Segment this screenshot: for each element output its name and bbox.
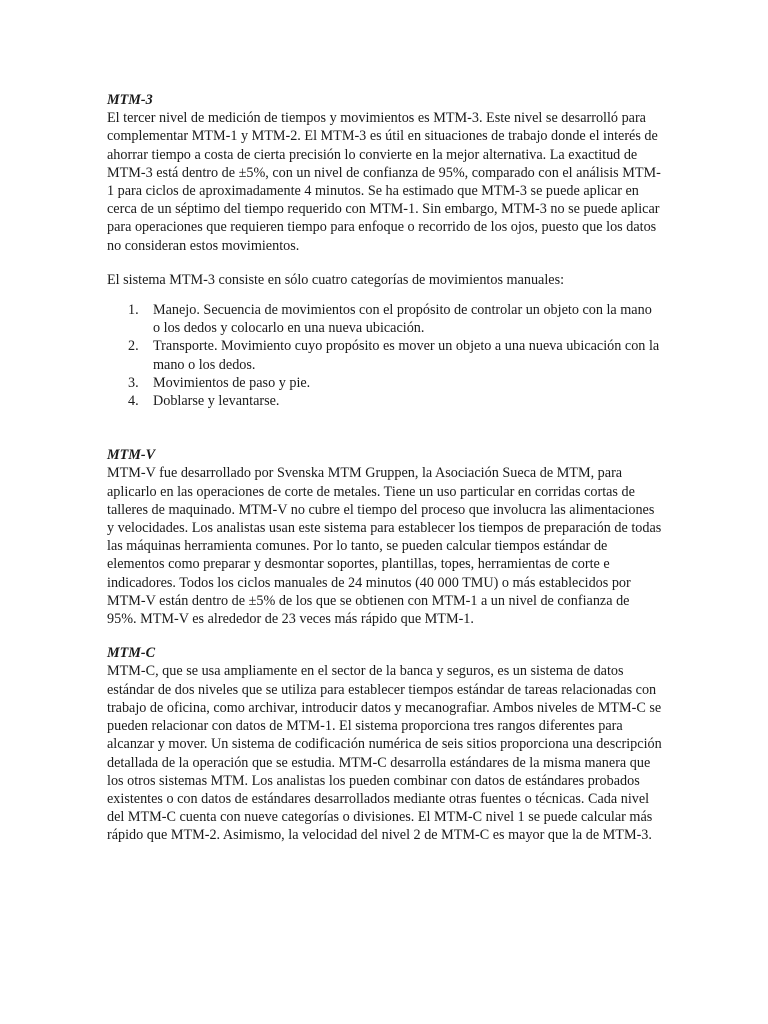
categories-list — [107, 301, 662, 410]
list-item-number: 1. — [128, 302, 139, 319]
paragraph-mtm-v: MTM-V fue desarrollado por Svenska MTM Gruppen, la Asociación Sueca de MTM, para aplicarlo en las operaciones de corte de metales. Tiene un uso particular en corridas cortas de talleres de maquinado. MTM-V no cubre el tiempo del proceso que involucra las alimentaciones y velocidades. Los analistas usan este sistema para establecer los tiempos de preparación de todas las máquinas herramienta comunes. Por lo tanto, se pueden calcular tiempos estándar de elementos como preparar y desmontar soportes, plantillas, topes, herramientas de corte e indicadores. Todos los ciclos manuales de 24 minutos (40 000 TMU) o más establecidos por MTM-V están dentro de ±5% de los que se obtienen con MTM-1 a un nivel de confianza de 95%. MTM-V es alrededor de 23 veces más rápido que MTM-1. — [107, 465, 662, 628]
list-item — [107, 337, 662, 373]
list-item-text: Doblarse y levantarse. — [153, 393, 280, 410]
list-item-number: 4. — [128, 393, 139, 410]
list-item-number: 2. — [128, 338, 139, 355]
paragraph-mtm-c: MTM-C, que se usa ampliamente en el sector de la banca y seguros, es un sistema de datos estándar de dos niveles que se utiliza para establecer tiempos estándar de tareas relacionadas con trabajo de oficina, como archivar, introducir datos y mecanografiar. Ambos niveles de MTM-C se pueden relacionar con datos de MTM-1. El sistema proporciona tres rangos diferentes para alcanzar y mover. Un sistema de codificación numérica de seis sitios proporciona una descripción detallada de la operación que se estudia. MTM-C desarrolla estándares de la misma manera que los otros sistemas MTM. Los analistas los pueden combinar con datos de estándares probados existentes o con datos de estándares desarrollados mediante otras fuentes o técnicas. Cada nivel del MTM-C cuenta con nueve categorías o divisiones. El MTM-C nivel 1 se puede calcular más rápido que MTM-2. Asimismo, la velocidad del nivel 2 de MTM-C es mayor que la de MTM-3. — [107, 663, 662, 844]
spacer — [107, 410, 662, 446]
list-item-number: 3. — [128, 374, 139, 391]
section-mtm-c — [107, 644, 662, 844]
list-intro-mtm-3: El sistema MTM-3 consiste en sólo cuatro categorías de movimientos manuales: — [107, 271, 565, 288]
list-item-text: Manejo. Secuencia de movimientos con el propósito de controlar un objeto con la mano o los dedos y colocarlo en una nueva ubicación. — [153, 302, 652, 337]
spacer — [107, 628, 662, 644]
paragraph-mtm-3: El tercer nivel de medición de tiempos y movimientos es MTM-3. Este nivel se desarrolló para complementar MTM-1 y MTM-2. El MTM-3 es útil en situaciones de trabajo donde el interés de ahorrar tiempo a costa de cierta precisión lo convierte en la mejor alternativa. La exactitud de MTM-3 está dentro de ±5%, con un nivel de confianza de 95%, comparado con el análisis MTM-1 para ciclos de aproximadamente 4 minutos. Se ha estimado que MTM-3 se puede aplicar en cerca de un séptimo del tiempo requerido con MTM-1. Sin embargo, MTM-3 no se puede aplicar para operaciones que requieren tiempo para enfoque o recorrido de los ojos, puesto que los datos no consideran estos movimientos. — [107, 110, 661, 254]
list-item — [107, 392, 662, 410]
section-heading-mtm-c: MTM-C — [107, 645, 156, 662]
list-item — [107, 374, 662, 392]
list-item — [107, 301, 662, 337]
section-mtm-3 — [107, 91, 662, 410]
section-heading-mtm-3: MTM-3 — [107, 92, 153, 108]
spacer — [107, 255, 662, 271]
section-mtm-v — [107, 446, 662, 628]
section-heading-mtm-v: MTM-V — [107, 447, 156, 464]
document-body — [107, 91, 662, 845]
list-item-text: Transporte. Movimiento cuyo propósito es mover un objeto a una nueva ubicación con la mano o los dedos. — [153, 338, 660, 373]
list-item-text: Movimientos de paso y pie. — [153, 374, 311, 391]
